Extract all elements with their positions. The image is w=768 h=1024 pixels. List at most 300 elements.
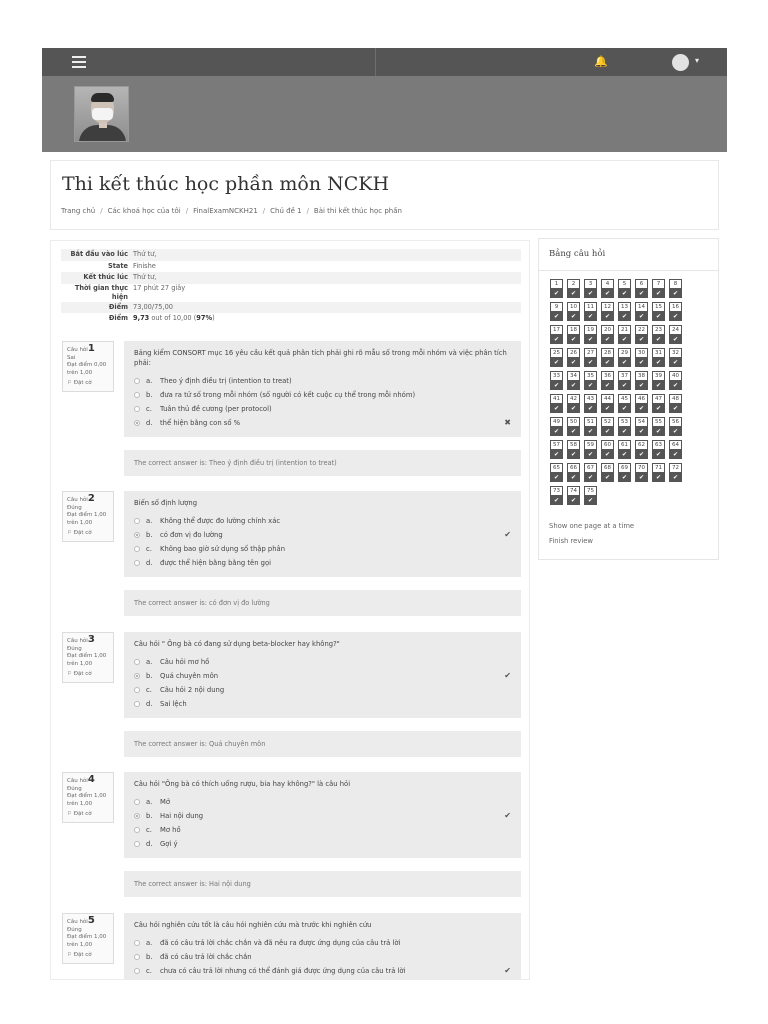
answer-option[interactable]: d. Sai lệch — [134, 697, 511, 711]
question-text: Bảng kiểm CONSORT mục 16 yêu cầu kết quả phân tích phải ghi rõ mẫu số trong mỗi nhóm và việc phân tích phải: — [134, 349, 507, 367]
page-header — [50, 160, 719, 230]
check-icon: ✔ — [652, 427, 665, 436]
quiz-nav-button[interactable] — [584, 302, 597, 322]
check-icon: ✔ — [669, 358, 682, 367]
bell-icon[interactable]: 🔔 — [594, 55, 608, 68]
answer-option[interactable]: d. Gợi ý — [134, 837, 511, 851]
quiz-nav-number: 74 — [567, 486, 580, 496]
question-mark: Đạt điểm 1,00 trên 1,00 — [67, 793, 107, 807]
check-icon: ✔ — [567, 358, 580, 367]
quiz-nav-button[interactable] — [652, 394, 665, 414]
quiz-nav-button[interactable] — [601, 417, 614, 437]
check-icon: ✔ — [550, 335, 563, 344]
quiz-nav-button[interactable] — [669, 394, 682, 414]
breadcrumb-item[interactable]: Trang chủ — [61, 207, 96, 215]
quiz-nav-button[interactable] — [584, 463, 597, 483]
check-icon: ✔ — [618, 312, 631, 321]
quiz-nav-number: 29 — [618, 348, 631, 358]
incorrect-icon: ✖ — [504, 418, 511, 427]
quiz-nav-button[interactable] — [669, 463, 682, 483]
quiz-nav-number: 48 — [669, 394, 682, 404]
question-text: Câu hỏi " Ông bà có đang sử dụng beta-blocker hay không?" — [134, 640, 340, 648]
quiz-nav-number: 72 — [669, 463, 682, 473]
quiz-nav-button[interactable] — [601, 394, 614, 414]
flag-question-button[interactable]: ⚐ Đặt cờ — [67, 952, 92, 958]
quiz-nav-button[interactable] — [669, 279, 682, 299]
quiz-nav-number: 60 — [601, 440, 614, 450]
summary-value: Thứ tư, — [133, 273, 157, 281]
check-icon: ✔ — [584, 404, 597, 413]
selected-radio — [134, 673, 140, 679]
quiz-nav-button[interactable] — [669, 325, 682, 345]
quiz-nav-button[interactable] — [669, 371, 682, 391]
check-icon: ✔ — [567, 381, 580, 390]
quiz-nav-button[interactable] — [635, 417, 648, 437]
answer-option[interactable]: b. đã có câu trả lời chắc chắn — [134, 950, 511, 964]
breadcrumb-item[interactable]: Chủ đề 1 — [270, 207, 302, 215]
check-icon: ✔ — [652, 473, 665, 482]
quiz-nav-button[interactable] — [601, 371, 614, 391]
quiz-nav-number: 46 — [635, 394, 648, 404]
quiz-nav-number: 7 — [652, 279, 665, 289]
quiz-nav-number: 45 — [618, 394, 631, 404]
quiz-nav-button[interactable] — [635, 371, 648, 391]
quiz-nav-button[interactable] — [652, 348, 665, 368]
answer-list — [134, 655, 511, 711]
quiz-nav-number: 50 — [567, 417, 580, 427]
answer-option[interactable]: a. Câu hỏi mơ hồ — [134, 655, 511, 669]
quiz-nav-button[interactable] — [567, 463, 580, 483]
course-header-banner — [42, 76, 727, 152]
quiz-nav-number: 61 — [618, 440, 631, 450]
quiz-nav-number: 21 — [618, 325, 631, 335]
answer-option[interactable]: a. Không thể được đo lường chính xác — [134, 514, 511, 528]
quiz-nav-number: 6 — [635, 279, 648, 289]
question-content — [124, 913, 521, 980]
quiz-nav-number: 33 — [550, 371, 563, 381]
correct-check-icon: ✔ — [504, 811, 511, 820]
quiz-nav-button[interactable] — [652, 325, 665, 345]
quiz-nav-button[interactable] — [567, 325, 580, 345]
quiz-nav-button[interactable] — [635, 440, 648, 460]
question-text: Câu hỏi nghiên cứu tốt là câu hỏi nghiên cứu mà trước khi nghiên cứu — [134, 921, 372, 929]
check-icon: ✔ — [618, 427, 631, 436]
check-icon: ✔ — [618, 358, 631, 367]
quiz-nav-button[interactable] — [584, 440, 597, 460]
quiz-nav-number: 31 — [652, 348, 665, 358]
check-icon: ✔ — [635, 473, 648, 482]
quiz-nav-button[interactable] — [567, 348, 580, 368]
summary-row — [61, 313, 521, 325]
quiz-nav-button[interactable] — [584, 486, 597, 506]
quiz-nav-button[interactable] — [550, 440, 563, 460]
question-content — [124, 341, 521, 437]
quiz-nav-number: 65 — [550, 463, 563, 473]
quiz-nav-number: 38 — [635, 371, 648, 381]
check-icon: ✔ — [618, 289, 631, 298]
question-text: Câu hỏi "Ông bà có thích uống rượu, bia hay không?" là câu hỏi — [134, 780, 351, 788]
quiz-nav-number: 69 — [618, 463, 631, 473]
quiz-nav-number: 58 — [567, 440, 580, 450]
quiz-nav-button[interactable] — [635, 302, 648, 322]
menu-icon[interactable] — [72, 56, 86, 68]
quiz-nav-number: 41 — [550, 394, 563, 404]
quiz-nav-button[interactable] — [550, 302, 563, 322]
quiz-nav-button[interactable] — [584, 417, 597, 437]
summary-row — [61, 261, 521, 273]
summary-value: Finishe — [133, 261, 156, 270]
top-navbar — [42, 48, 727, 76]
summary-value: Thứ tư, — [133, 250, 157, 258]
quiz-nav-button[interactable] — [635, 325, 648, 345]
quiz-nav-number: 2 — [567, 279, 580, 289]
quiz-nav-number: 71 — [652, 463, 665, 473]
check-icon: ✔ — [618, 335, 631, 344]
check-icon: ✔ — [635, 335, 648, 344]
answer-option[interactable]: c. Không bao giờ sử dụng số thập phân — [134, 542, 511, 556]
quiz-nav-number: 66 — [567, 463, 580, 473]
answer-option[interactable]: a. Theo ý định điều trị (intention to treat) — [134, 374, 511, 388]
quiz-nav-button[interactable] — [567, 440, 580, 460]
quiz-nav-number: 10 — [567, 302, 580, 312]
flag-icon: ⚐ — [67, 530, 72, 536]
breadcrumb-item[interactable]: Các khoá học của tôi — [107, 207, 181, 215]
check-icon: ✔ — [601, 427, 614, 436]
flag-question-button[interactable]: ⚐ Đặt cờ — [67, 671, 92, 677]
correct-answer-feedback: The correct answer is: Theo ý định điều trị (intention to treat) — [124, 450, 521, 476]
quiz-nav-number: 51 — [584, 417, 597, 427]
quiz-nav-button[interactable] — [635, 463, 648, 483]
check-icon: ✔ — [567, 496, 580, 505]
check-icon: ✔ — [652, 335, 665, 344]
question-content — [124, 632, 521, 718]
answer-option[interactable]: c. Câu hỏi 2 nội dung — [134, 683, 511, 697]
quiz-nav-number: 56 — [669, 417, 682, 427]
check-icon: ✔ — [669, 289, 682, 298]
user-avatar[interactable] — [672, 54, 689, 71]
quiz-nav-number: 73 — [550, 486, 563, 496]
flag-question-button[interactable]: ⚐ Đặt cờ — [67, 811, 92, 817]
quiz-nav-button[interactable] — [669, 348, 682, 368]
question-info: Câu hỏi5 Đúng Đạt điểm 1,00 trên 1,00 ⚐ Đặt cờ — [62, 913, 114, 964]
quiz-nav-number: 15 — [652, 302, 665, 312]
check-icon: ✔ — [669, 335, 682, 344]
quiz-nav-button[interactable] — [618, 440, 631, 460]
quiz-nav-number: 11 — [584, 302, 597, 312]
check-icon: ✔ — [567, 335, 580, 344]
check-icon: ✔ — [618, 450, 631, 459]
check-icon: ✔ — [550, 381, 563, 390]
quiz-nav-number: 19 — [584, 325, 597, 335]
quiz-nav-number: 44 — [601, 394, 614, 404]
show-one-page-link[interactable]: Show one page at a time — [549, 522, 635, 530]
check-icon: ✔ — [635, 427, 648, 436]
question-mark: Đạt điểm 0,00 trên 1,00 — [67, 362, 107, 376]
check-icon: ✔ — [635, 404, 648, 413]
question-number: 1 — [87, 343, 95, 354]
answer-option[interactable]: b. Quá chuyên môn ✔ — [134, 669, 511, 683]
quiz-nav-number: 16 — [669, 302, 682, 312]
answer-option[interactable]: b. có đơn vị đo lường ✔ — [134, 528, 511, 542]
flag-icon: ⚐ — [67, 952, 72, 958]
quiz-nav-number: 62 — [635, 440, 648, 450]
check-icon: ✔ — [550, 404, 563, 413]
quiz-nav-button[interactable] — [618, 348, 631, 368]
check-icon: ✔ — [567, 289, 580, 298]
flag-question-button[interactable]: ⚐ Đặt cờ — [67, 530, 92, 536]
question-status: Đúng — [67, 645, 82, 652]
quiz-nav-button[interactable] — [584, 325, 597, 345]
answer-option[interactable]: c. Tuân thủ đề cương (per protocol) — [134, 402, 511, 416]
quiz-nav-button[interactable] — [669, 302, 682, 322]
question-mark: Đạt điểm 1,00 trên 1,00 — [67, 934, 107, 948]
check-icon: ✔ — [567, 427, 580, 436]
quiz-nav-button[interactable] — [584, 279, 597, 299]
finish-review-link[interactable]: Finish review — [549, 537, 593, 545]
flag-icon: ⚐ — [67, 811, 72, 817]
summary-row — [61, 284, 521, 302]
quiz-nav-button[interactable] — [601, 279, 614, 299]
check-icon: ✔ — [601, 404, 614, 413]
check-icon: ✔ — [567, 312, 580, 321]
summary-value: 17 phút 27 giây — [133, 283, 186, 292]
quiz-nav-button[interactable] — [584, 348, 597, 368]
quiz-navigation-block — [538, 238, 719, 560]
quiz-nav-button[interactable] — [652, 463, 665, 483]
quiz-nav-number: 55 — [652, 417, 665, 427]
check-icon: ✔ — [584, 381, 597, 390]
correct-answer-feedback: The correct answer is: Hai nội dung — [124, 871, 521, 897]
answer-list — [134, 936, 511, 978]
quiz-nav-button[interactable] — [618, 394, 631, 414]
quiz-nav-number: 23 — [652, 325, 665, 335]
breadcrumb-item[interactable]: Bài thi kết thúc học phần — [313, 207, 402, 215]
check-icon: ✔ — [550, 496, 563, 505]
breadcrumb: Trang chủ / Các khoá học của tôi / FinalExamNCKH21 / Chủ đề 1 / Bài thi kết thúc học phần — [61, 207, 402, 215]
check-icon: ✔ — [550, 358, 563, 367]
quiz-nav-number: 18 — [567, 325, 580, 335]
check-icon: ✔ — [567, 450, 580, 459]
quiz-nav-button[interactable] — [601, 463, 614, 483]
quiz-nav-button[interactable] — [669, 440, 682, 460]
summary-label: State — [108, 261, 128, 270]
check-icon: ✔ — [584, 427, 597, 436]
check-icon: ✔ — [669, 473, 682, 482]
quiz-nav-number: 67 — [584, 463, 597, 473]
quiz-nav-button[interactable] — [618, 417, 631, 437]
attempt-summary-table — [61, 249, 521, 325]
quiz-nav-button[interactable] — [601, 348, 614, 368]
correct-check-icon: ✔ — [504, 671, 511, 680]
question-number: 2 — [87, 493, 95, 504]
quiz-nav-button[interactable] — [567, 302, 580, 322]
quiz-nav-number: 36 — [601, 371, 614, 381]
quiz-nav-button[interactable] — [601, 325, 614, 345]
check-icon: ✔ — [652, 289, 665, 298]
quiz-nav-button[interactable] — [550, 463, 563, 483]
check-icon: ✔ — [584, 312, 597, 321]
check-icon: ✔ — [669, 450, 682, 459]
summary-row — [61, 302, 521, 314]
answer-option[interactable]: d. được thể hiện bằng bằng tên gọi — [134, 556, 511, 570]
quiz-nav-number: 64 — [669, 440, 682, 450]
quiz-nav-button[interactable] — [618, 371, 631, 391]
quiz-nav-button[interactable] — [584, 371, 597, 391]
quiz-nav-button[interactable] — [550, 417, 563, 437]
quiz-nav-number: 20 — [601, 325, 614, 335]
check-icon: ✔ — [618, 404, 631, 413]
quiz-review-main — [50, 240, 530, 980]
quiz-nav-button[interactable] — [567, 371, 580, 391]
check-icon: ✔ — [669, 312, 682, 321]
quiz-nav-number: 22 — [635, 325, 648, 335]
check-icon: ✔ — [584, 450, 597, 459]
quiz-nav-button[interactable] — [550, 486, 563, 506]
answer-list — [134, 795, 511, 851]
quiz-nav-button[interactable] — [618, 325, 631, 345]
check-icon: ✔ — [601, 473, 614, 482]
quiz-nav-number: 63 — [652, 440, 665, 450]
quiz-nav-number: 42 — [567, 394, 580, 404]
question-info: Câu hỏi2 Đúng Đạt điểm 1,00 trên 1,00 ⚐ Đặt cờ — [62, 491, 114, 542]
answer-option[interactable]: c. chưa có câu trả lời nhưng có thể đánh giá được ứng dụng của câu trả lời ✔ — [134, 964, 511, 978]
correct-answer-feedback: The correct answer is: có đơn vị đo lường — [124, 590, 521, 616]
summary-label: Kết thúc lúc — [83, 273, 128, 281]
quiz-nav-button[interactable] — [635, 394, 648, 414]
quiz-nav-button[interactable] — [652, 440, 665, 460]
question-status: Đúng — [67, 926, 82, 933]
quiz-nav-number: 3 — [584, 279, 597, 289]
answer-list — [134, 514, 511, 570]
quiz-nav-button[interactable] — [618, 302, 631, 322]
quiz-nav-number: 35 — [584, 371, 597, 381]
quiz-nav-number: 9 — [550, 302, 563, 312]
check-icon: ✔ — [550, 289, 563, 298]
quiz-nav-button[interactable] — [567, 279, 580, 299]
quiz-nav-number: 43 — [584, 394, 597, 404]
breadcrumb-item[interactable]: FinalExamNCKH21 — [193, 207, 258, 215]
quiz-nav-button[interactable] — [635, 348, 648, 368]
question-status: Đúng — [67, 504, 82, 511]
quiz-nav-number: 5 — [618, 279, 631, 289]
quiz-nav-button[interactable] — [550, 279, 563, 299]
quiz-nav-button[interactable] — [567, 486, 580, 506]
quiz-nav-button[interactable] — [550, 371, 563, 391]
summary-label: Thời gian thực hiện — [74, 283, 128, 301]
check-icon: ✔ — [584, 473, 597, 482]
quiz-nav-number: 53 — [618, 417, 631, 427]
quiz-nav-button[interactable] — [652, 417, 665, 437]
chevron-down-icon[interactable]: ▾ — [695, 56, 700, 65]
quiz-nav-button[interactable] — [567, 394, 580, 414]
question-number: 3 — [87, 634, 95, 645]
question-status: Sai — [67, 354, 76, 361]
check-icon: ✔ — [584, 358, 597, 367]
quiz-nav-number: 75 — [584, 486, 597, 496]
correct-check-icon: ✔ — [504, 966, 511, 975]
check-icon: ✔ — [635, 312, 648, 321]
selected-radio — [134, 532, 140, 538]
check-icon: ✔ — [618, 381, 631, 390]
check-icon: ✔ — [618, 473, 631, 482]
check-icon: ✔ — [550, 473, 563, 482]
summary-label: Điểm — [108, 302, 128, 311]
summary-value: 73,00/75,00 — [133, 302, 173, 311]
quiz-nav-number: 1 — [550, 279, 563, 289]
flag-question-button[interactable]: ⚐ Đặt cờ — [67, 380, 92, 386]
quiz-nav-button[interactable] — [584, 394, 597, 414]
answer-option[interactable]: b. Hai nội dung ✔ — [134, 809, 511, 823]
question-status: Đúng — [67, 785, 82, 792]
question-content — [124, 772, 521, 858]
check-icon: ✔ — [635, 381, 648, 390]
quiz-nav-button[interactable] — [618, 279, 631, 299]
quiz-nav-button[interactable] — [652, 279, 665, 299]
correct-check-icon: ✔ — [504, 530, 511, 539]
quiz-nav-button[interactable] — [618, 463, 631, 483]
quiz-nav-number: 30 — [635, 348, 648, 358]
question-mark: Đạt điểm 1,00 trên 1,00 — [67, 653, 107, 667]
quiz-navigation-title: Bảng câu hỏi — [549, 249, 606, 259]
quiz-nav-button[interactable] — [567, 417, 580, 437]
check-icon: ✔ — [601, 381, 614, 390]
quiz-nav-number: 52 — [601, 417, 614, 427]
quiz-nav-button[interactable] — [652, 302, 665, 322]
check-icon: ✔ — [584, 496, 597, 505]
check-icon: ✔ — [652, 450, 665, 459]
quiz-nav-number: 54 — [635, 417, 648, 427]
flag-icon: ⚐ — [67, 671, 72, 677]
quiz-nav-button[interactable] — [601, 302, 614, 322]
summary-label: Bắt đầu vào lúc — [70, 250, 128, 258]
selected-radio — [134, 813, 140, 819]
quiz-nav-number: 8 — [669, 279, 682, 289]
quiz-nav-number: 26 — [567, 348, 580, 358]
quiz-nav-button[interactable] — [669, 417, 682, 437]
quiz-nav-button[interactable] — [652, 371, 665, 391]
check-icon: ✔ — [567, 473, 580, 482]
page-title: Thi kết thúc học phần môn NCKH — [62, 173, 390, 195]
question-info: Câu hỏi4 Đúng Đạt điểm 1,00 trên 1,00 ⚐ Đặt cờ — [62, 772, 114, 823]
answer-option[interactable]: a. Mở — [134, 795, 511, 809]
question-number: 5 — [87, 915, 95, 926]
quiz-nav-number: 32 — [669, 348, 682, 358]
quiz-nav-number: 47 — [652, 394, 665, 404]
check-icon: ✔ — [567, 404, 580, 413]
question-number: 4 — [87, 774, 95, 785]
quiz-nav-number: 68 — [601, 463, 614, 473]
quiz-nav-button[interactable] — [550, 394, 563, 414]
quiz-nav-number: 27 — [584, 348, 597, 358]
summary-row — [61, 249, 521, 261]
answer-option[interactable]: d. thể hiện bằng con số % ✖ — [134, 416, 511, 430]
answer-list — [134, 374, 511, 430]
quiz-nav-button[interactable] — [601, 440, 614, 460]
profile-photo — [74, 86, 129, 142]
quiz-nav-button[interactable] — [550, 325, 563, 345]
check-icon: ✔ — [550, 427, 563, 436]
quiz-nav-button[interactable] — [550, 348, 563, 368]
quiz-nav-number: 70 — [635, 463, 648, 473]
question-text: Biến số định lượng — [134, 499, 198, 507]
quiz-nav-button[interactable] — [635, 279, 648, 299]
question-content — [124, 491, 521, 577]
answer-option[interactable]: c. Mơ hồ — [134, 823, 511, 837]
answer-option[interactable]: a. đã có câu trả lời chắc chắn và đã nêu ra được ứng dụng của câu trả lời — [134, 936, 511, 950]
quiz-nav-number: 59 — [584, 440, 597, 450]
answer-option[interactable]: b. đưa ra tử số trong mỗi nhóm (số người có kết cuộc cụ thể trong mỗi nhóm) — [134, 388, 511, 402]
check-icon: ✔ — [652, 404, 665, 413]
